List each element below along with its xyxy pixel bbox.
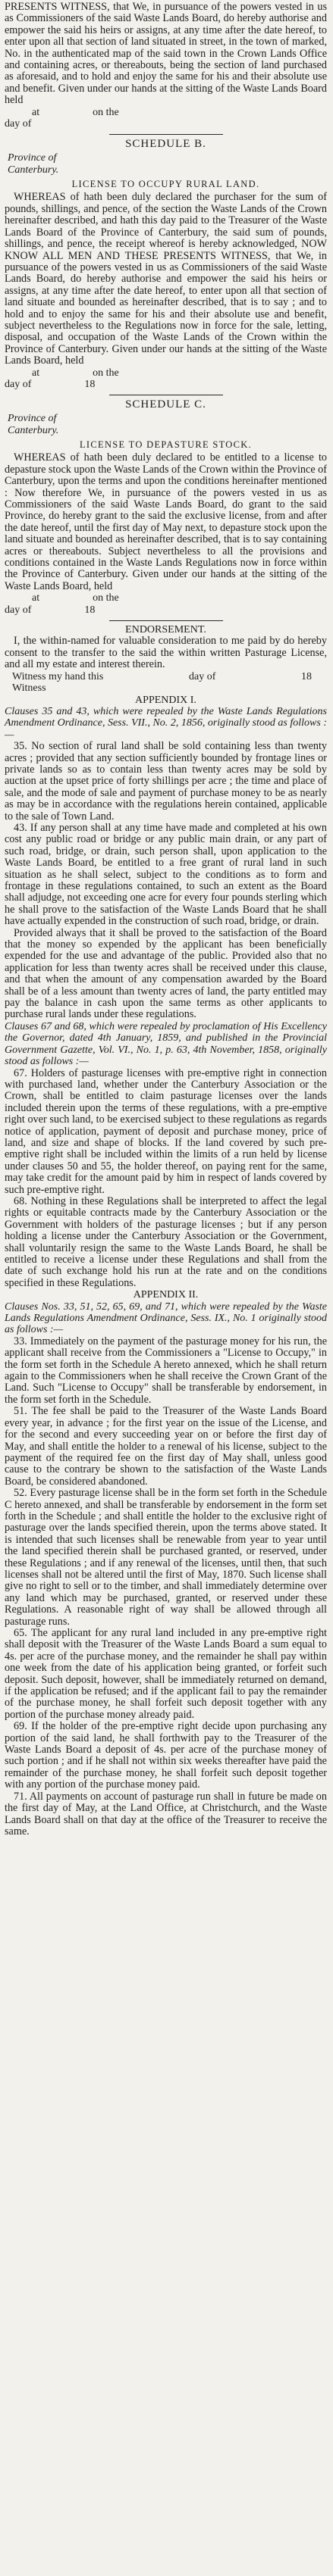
at-label: at <box>32 367 40 379</box>
clause-69: 69. If the holder of the pre-emptive right decide upon purchasing any portion of the said land, he shall forthwith pay to the Treasurer of the Waste Lands Board a deposit of 4s. per acre of the purchase money of such portion ; and if he shall not within six weeks thereafter have paid the remainder of the purchase money, he shall forfeit such deposit together with any portion of the purchase money paid. <box>5 1720 327 1791</box>
clause-51: 51. The fee shall be paid to the Treasurer of the Waste Lands Board every year, in advance ; for the first year on the issue of the License, and for the second and every succeeding year on or before the first day of May, and shall entitle the holder to a renewal of his license, subject to the payment of the required fee on the first day of May shall, unless good cause to the contrary be shown to the satisfaction of the Waste Lands Board, be considered abandoned. <box>5 1405 327 1488</box>
province-name: Canterbury. <box>8 164 59 176</box>
at-label: at <box>32 592 40 604</box>
province-label: Province of <box>8 152 57 164</box>
schedule-c <box>5 398 327 616</box>
divider <box>109 620 223 621</box>
schedule-c-heading: SCHEDULE C. <box>125 398 206 411</box>
signature-line <box>5 367 327 379</box>
appendix-1 <box>5 695 327 1290</box>
province-name: Canterbury. <box>8 425 59 437</box>
on-the-label: on the <box>93 592 119 604</box>
clause-71: 71. All payments on account of pasturage run shall in future be made on the first day of May, at the Land Office, at Christchurch, and the Waste Lands Board shall on that day at the office of the Treasurer to receive the same. <box>5 1790 327 1838</box>
divider <box>109 134 223 135</box>
clause-43-proviso: Provided always that it shall be proved to the satisfaction of the Board that the money so expended by the applicant has been beneficially expended for the use and advantage of the public. Provided also that no application for less than twenty acres shall be received under this clause, and that when the amount of any compensation awarded by the Board shall be of a less amount than twenty acres of land, the party entitled may pay the balance in cash upon the same terms as other applicants to purchase rural lands under these regulations. <box>5 926 327 1021</box>
year-label: 18 <box>84 604 96 616</box>
on-the-label: on the <box>93 367 119 379</box>
endorsement-heading: ENDORSEMENT. <box>125 624 206 636</box>
witness-year-label: 18 <box>300 670 312 682</box>
signature-line <box>5 107 327 118</box>
clause-33: 33. Immediately on the payment of the pasturage money for his run, the applicant shall receive from the Commissioners a "License to Occupy," in the form set forth in the Schedule A hereto annexed, which he shall return again to the Commissioners when he shall receive the Crown Grant of the Land. Such "License to Occupy" shall be transferable by endorsement, in the form set forth in the Schedule. <box>5 1335 327 1406</box>
schedule-b-heading: SCHEDULE B. <box>125 138 206 151</box>
day-of-label: day of <box>5 118 32 130</box>
schedule-b <box>5 138 327 390</box>
witness-hand-line <box>5 671 327 682</box>
endorsement-text: I, the within-named for valuable consideration to me paid by do hereby consent to the transfer to the said the within written Pasturage License, and all my estate and interest therein. <box>5 635 327 671</box>
clause-52: 52. Every pasturage license shall be in the form set forth in the Schedule C hereto annexed, and shall be transferable by endorsement in the form set forth in the Schedule ; and shall entitle the holder to the exclusive right of pasturage over the lands specified therein, upon the terms above stated. It is intended that such licenses shall be renewable from year to year until the land specified therein shall be purchased granted, or reserved, under these Regulations ; and if any renewal of the licenses, until then, that such licenses shall not be altered until the first of May, 1870. Such license shall give no right to sell or to the timber, and shall immediately determine over any land which may be purchased, granted, or reserved under these Regulations. A reasonable right of way shall be allowed through all pasturage runs. <box>5 1487 327 1628</box>
appendix-1-note-2: Clauses 67 and 68, which were repealed by proclamation of His Excellency the Governor, dated 4th January, 1859, and published in the Provincial Government Gazette, Vol. VI., No. 1, p. 63, 4th November, 1858, originally stood as follows :— <box>5 1020 327 1068</box>
day-of-label: day of <box>5 378 32 390</box>
date-line <box>5 604 327 616</box>
date-line <box>5 379 327 390</box>
date-line <box>5 118 327 130</box>
witness-hand-label: Witness my hand this <box>12 670 104 682</box>
day-of-label: day of <box>5 604 32 616</box>
year-label: 18 <box>84 378 96 390</box>
license-title: LICENSE TO OCCUPY RURAL LAND. <box>71 179 260 190</box>
clause-35: 35. No section of rural land shall be sold containing less than twenty acres ; provided that any section sufficiently bounded by frontage lines or private lands so as to contain less than twenty acres may be sold by auction at the upset price of forty shillings per acre ; the time and place of sale, and the mode of sale and payment of purchase money to be as nearly as may be in accordance with the regulations herein contained, applicable to the sale of Town Land. <box>5 740 327 823</box>
province-block <box>5 413 327 437</box>
province-label: Province of <box>8 413 57 425</box>
signature-line <box>5 592 327 604</box>
endorsement <box>5 624 327 694</box>
on-the-label: on the <box>93 106 119 118</box>
appendix-1-heading: APPENDIX I. <box>135 694 196 706</box>
schedule-b-text: WHEREAS of hath been duly declared the purchaser for the sum of pounds, shillings, and pence, of the section the Waste Lands of the Crown hereinafter described, and hath this day paid to the Treasurer of the Waste Lands Board of the Province of Canterbury, the said sum of pounds, shillings, and pence, the receipt whereof is hereby acknowledged, NOW KNOW ALL MEN AND THESE PRESENTS WITNESS, that We, in pursuance of the powers vested in us as Commissioners of the said Waste Lands Board, do hereby authorise and empower the said his heirs or assigns, at any time after the date hereof, to enter upon all that section of land situate and bounded as hereinafter described, that is to say ; and to hold and to enjoy the same for his and their absolute use and benefit, subject nevertheless to the Regulations now in force for the sale, letting, disposal, and occupation of the Waste Lands of the Crown within the Province of Canterbury. Given under our hands at the sitting of the Waste Lands Board, held <box>5 191 327 367</box>
witness-label: Witness <box>12 682 46 695</box>
clause-67: 67. Holders of pasturage licenses with pre-emptive right in connection with purchased land, whether under the Canterbury Association or the Crown, shall be entitled to claim pasturage licenses over the lands included therein upon the terms of these regulations, with a pre-emptive right over such land, to be exercised subject to these regulations as regards notice of application, payment of deposit and purchase money, price of land, and size and shape of blocks. If the land covered by such pre-emptive right shall be included within the limits of a run held by license under clauses 50 and 55, the holder thereof, on paying rent for the same, may take credit for the amount paid by him in respect of lands covered by such pre-emptive right. <box>5 1066 327 1196</box>
province-block <box>5 152 327 176</box>
appendix-2 <box>5 1289 327 1838</box>
witness-day-label: day of <box>188 670 216 682</box>
license-title: LICENSE TO DEPASTURE STOCK. <box>79 439 253 451</box>
schedule-a-tail <box>5 2 327 130</box>
clause-65: 65. The applicant for any rural land included in any pre-emptive right shall deposit with the Treasurer of the Waste Lands Board a sum equal to 4s. per acre of the purchase money, and the remainder he shall pay within one week from the date of his application being granted, or forfeit such deposit. Such deposit, however, shall be immediately returned on demand, if the application be refused; and if the applicant fail to pay the remainder of the purchase money, he shall forfeit such deposit together with any portion of the purchase money already paid. <box>5 1627 327 1721</box>
appendix-1-note: Clauses 35 and 43, which were repealed by the Waste Lands Regulations Amendment Ordinance, Sess. VII., No. 2, 1856, originally stood as follows :— <box>5 705 327 741</box>
at-label: at <box>32 106 40 118</box>
appendix-2-note: Clauses Nos. 33, 51, 52, 65, 69, and 71, which were repealed by the Waste Lands Regulations Amendment Ordinance, Sess. IX., No. 1 originally stood as follows :— <box>5 1300 327 1336</box>
clause-68: 68. Nothing in these Regulations shall be interpreted to affect the legal rights or equitable contracts made by the Canterbury Association or the Government with holders of the pasturage licenses ; but if any person holding a license under the Canterbury Association or the Government, shall voluntarily resign the same to the Waste Lands Board, he shall be entitled to receive a license under these Regulations and shall from the date of such exchange hold his run at the rate and on the conditions specified in these Regulations. <box>5 1194 327 1289</box>
schedule-c-text: WHEREAS of hath been duly declared to be entitled to a license to depasture stock upon the Waste Lands of the Crown within the Province of Canterbury, upon the terms and upon the conditions hereinafter mentioned : Now therefore We, in pursuance of the powers vested in us as Commissioners of the said Waste Lands Board, do grant to the said Province, do hereby grant to the said the exclusive license, from and after the date hereof, until the first day of May next, to depasture stock upon the land situate and bounded as hereinafter described, that is to say containing acres or thereabouts. Subject nevertheless to all the provisions and conditions contained in the Waste Lands Regulations now in force within the Province of Canterbury. Given under our hands at the sitting of the Waste Lands Board, held <box>5 451 327 592</box>
schedule-a-text: PRESENTS WITNESS, that We, in pursuance of the powers vested in us as Commissioners of the said Waste Lands Board, do hereby authorise and empower the said his heirs or assigns, at any time after the date hereof, to enter upon all that section of land situated in street, in the town of marked, No. in the authenticated map of the said town in the Crown Lands Office and containing acres, or thereabouts, being the section of land purchased as aforesaid, and to hold and enjoy the same for his and their absolute use and benefit. Given under our hands at the sitting of the Waste Lands Board held <box>5 1 327 107</box>
appendix-2-heading: APPENDIX II. <box>133 1289 199 1301</box>
clause-43: 43. If any person shall at any time have made and completed at his own cost any public road or bridge or any public main drain, or any part of such road, bridge, or drain, such person shall, upon application to the Waste Lands Board, be entitled to a free grant of rural land in such situation as he shall select, subject to the conditions as to form and frontage in these regulations contained, to such an extent as the Board shall adjudge, not exceeding one acre for every four pounds sterling which he shall prove to the satisfaction of the Waste Lands Board that he shall have actually expended in the construction of such road, bridge, or drain. <box>5 821 327 928</box>
